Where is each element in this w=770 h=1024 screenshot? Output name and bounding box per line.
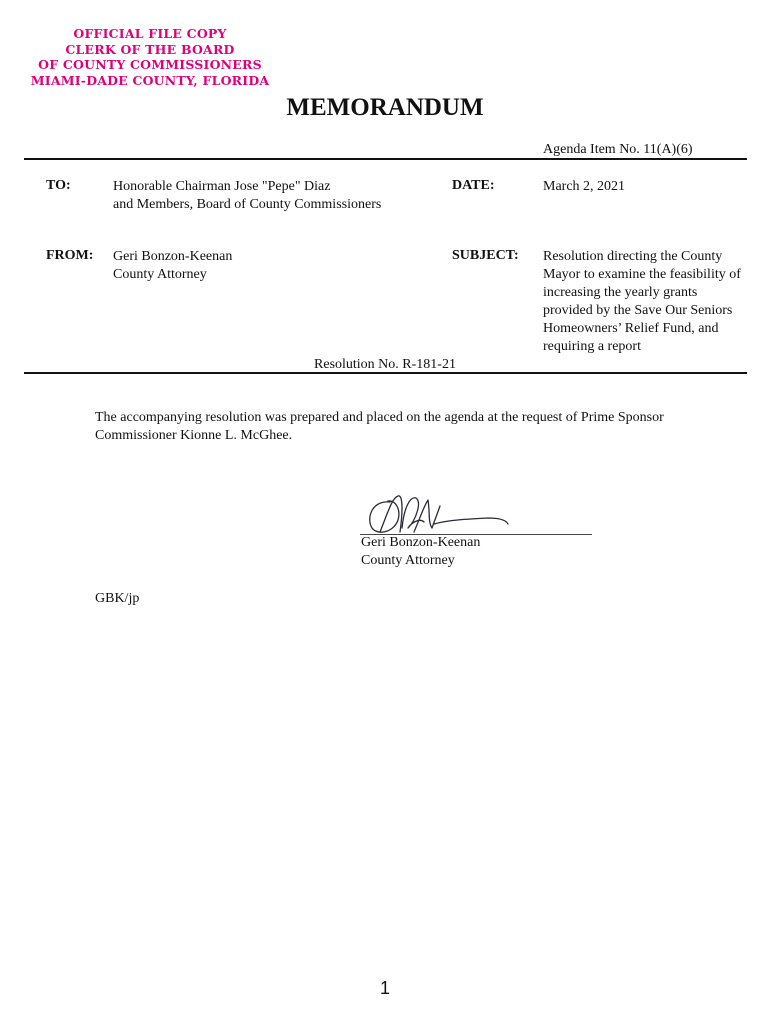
- signatory-name: Geri Bonzon-Keenan: [361, 535, 481, 550]
- to-line-2: and Members, Board of County Commissioners: [113, 197, 382, 212]
- subject-text: Resolution directing the County Mayor to examine the feasibility of increasing the yearly grants provided by the Save Our Seniors Homeowners’ Relief Fund, and requiring a report: [543, 249, 741, 354]
- header-top-rule: [24, 158, 747, 160]
- stamp-line-2: CLERK OF THE BOARD: [65, 41, 235, 57]
- signatory-title: County Attorney: [361, 553, 455, 568]
- memo-title: MEMORANDUM: [286, 94, 484, 121]
- stamp-line-3: OF COUNTY COMMISSIONERS: [38, 57, 262, 72]
- subject-label: SUBJECT:: [452, 248, 519, 263]
- resolution-number: Resolution No. R-181-21: [314, 357, 456, 372]
- from-line-1: Geri Bonzon-Keenan: [113, 249, 233, 264]
- date-value: March 2, 2021: [543, 179, 626, 194]
- page-number: 1: [379, 978, 390, 998]
- to-label: TO:: [46, 178, 71, 193]
- date-label: DATE:: [452, 178, 495, 193]
- stamp-line-1: OFFICIAL FILE COPY: [73, 26, 227, 41]
- to-recipients: [113, 178, 381, 214]
- handwritten-signature: [358, 488, 598, 540]
- to-line-1: Honorable Chairman Jose "Pepe" Diaz: [113, 179, 331, 194]
- from-sender: [113, 248, 232, 284]
- header-bottom-rule: [24, 372, 747, 374]
- stamp-line-4: MIAMI-DADE COUNTY, FLORIDA: [30, 72, 270, 88]
- typist-initials: GBK/jp: [95, 591, 140, 606]
- from-line-2: County Attorney: [113, 267, 207, 282]
- official-file-copy-stamp: [20, 26, 280, 88]
- memo-body: The accompanying resolution was prepared and placed on the agenda at the request of Prime Sponsor Commissioner Kionne L. McGhee.: [95, 410, 664, 443]
- agenda-item-number: Agenda Item No. 11(A)(6): [543, 142, 693, 157]
- from-label: FROM:: [46, 248, 94, 263]
